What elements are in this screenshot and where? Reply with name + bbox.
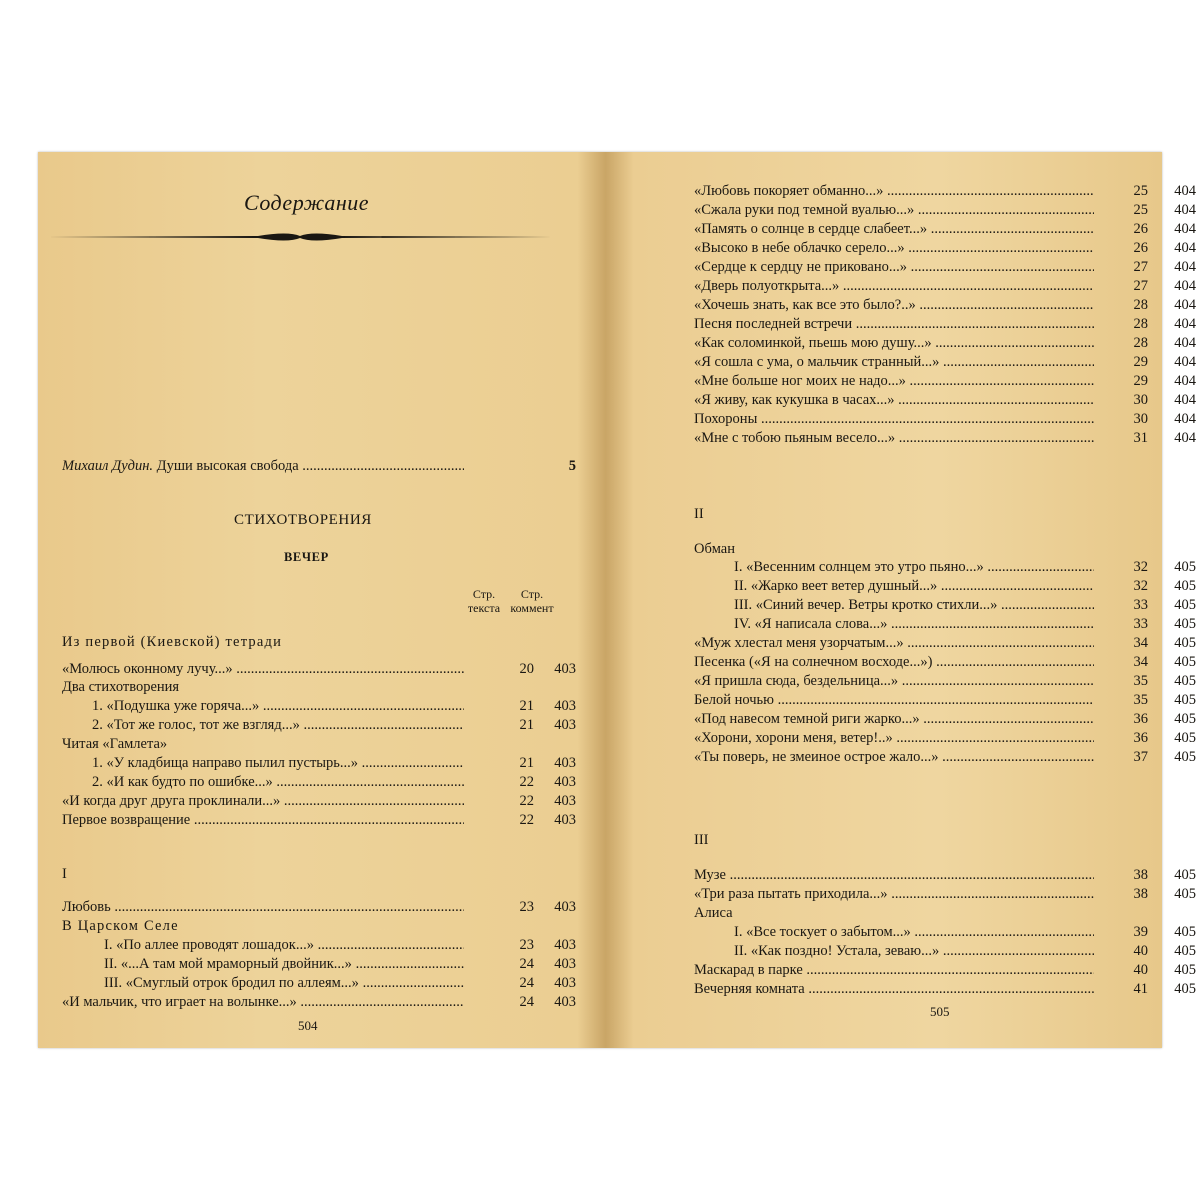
page-number: 504 [298, 1018, 318, 1033]
column-header-text: Стр. текста [467, 587, 501, 615]
intro-page: 5 [568, 458, 576, 474]
intro-title: Души высокая свобода [156, 458, 299, 474]
subsection-heading: Из первой (Киевской) тетради [62, 634, 283, 650]
part-heading: I [62, 866, 67, 882]
part-heading: III [694, 832, 709, 848]
section-heading: СТИХОТВОРЕНИЯ [234, 512, 372, 528]
intro-author: Михаил Дудин. [62, 458, 154, 474]
right-page: «Любовь покоряет обманно...» ..... 25 404 «Сжала руки под темной вуалью...» ..... 25 404 «Память о солнце в сердце слабеет...» ..... 26 404 «Высоко в небе облачко серело...» ..... 26 404 «Сердце к сердцу не приковано...» ..... 27 404 «Дверь полуоткрыта...» ..... 27 404 «Хочешь знать, как все это было?..» ..... 28 404 Песня последней встречи ..... 28 404 «Как соломинкой, пьешь мою душу...» ..... 28 404 «Я сошла с ума, о мальчик странный...» ..... 29 404 «Мне больше ног моих не надо...» ..... 29 404 «Я живу, как кукушка в часах...» ..... 30 404 Похороны ..... 30 404 «Мне с тобою пьяным весело...» ..... 31 404 II Обман I. «Весенним солнцем это утро пьяно...» ..... 32 405 II. «Жарко веет ветер душный...» ..... 32 405 III. «Синий вечер. Ветры кротко стихли...» ..... 33 405 IV. «Я написала слова...» ..... 33 405 «Муж хлестал меня узорчатым...» ..... 34 405 Песенка («Я на солнечном восходе...») ..... 34 405 «Я пришла сюда, бездельница...» ..... 35 405 Белой ночью ..... 35 405 «Под навесом темной риги жарко...» ..... 36 405 «Хорони, хорони меня, ветер!..» ..... 36 405 «Ты поверь, не змеиное острое жало...» ..... 37 405 III Музе ..... 38 405 «Три раза пытать приходила...» ..... 38 405 Алиса I. «Все тоскует о забытом...» ..... 39 405 II. «Как поздно! Устала, зеваю...» ..... 40 405 Маскарад в парке ..... 40 405 Вечерняя комната ..... 41 405 505 [626, 152, 1162, 1048]
left-page: Содержание Михаил Дудин. Души высокая свобода ..... 5 СТИХОТВОРЕНИЯ ВЕЧЕР Стр. текста Стр. коммент Из первой (Киевской) тетради «Молюсь оконному лучу...» ..... 20 403 Два стихотворения 1. «Подушка уже горяча...» ..... 21 403 2. «Тот же голос, тот же взгляд...» ..... 21 403 Читая «Гамлета» 1. «У кладбища направо пылил пустырь...» ..... 21 403 2. «И как будто по ошибке...» ..... 22 403 «И когда друг друга проклинали...» ..... 22 403 Первое возвращение ..... 22 403 I Любовь ..... 23 403 В Царском Селе I. «По аллее проводят лошадок...» ..... 23 403 II. «...А там мой мраморный двойник...» ..... 24 403 III. «Смуглый отрок бродил по аллеям...» ..... 24 403 «И мальчик, что играет на волынке...» ..... 24 403 504 [38, 152, 618, 1048]
ornamental-rule [48, 230, 552, 244]
column-header-comment: Стр. коммент [510, 587, 554, 615]
book-spread [38, 152, 1196, 1048]
page-number: 505 [930, 1004, 950, 1019]
part-heading: II [694, 506, 704, 522]
book-heading: ВЕЧЕР [284, 550, 329, 564]
page-title: Содержание [244, 190, 370, 215]
